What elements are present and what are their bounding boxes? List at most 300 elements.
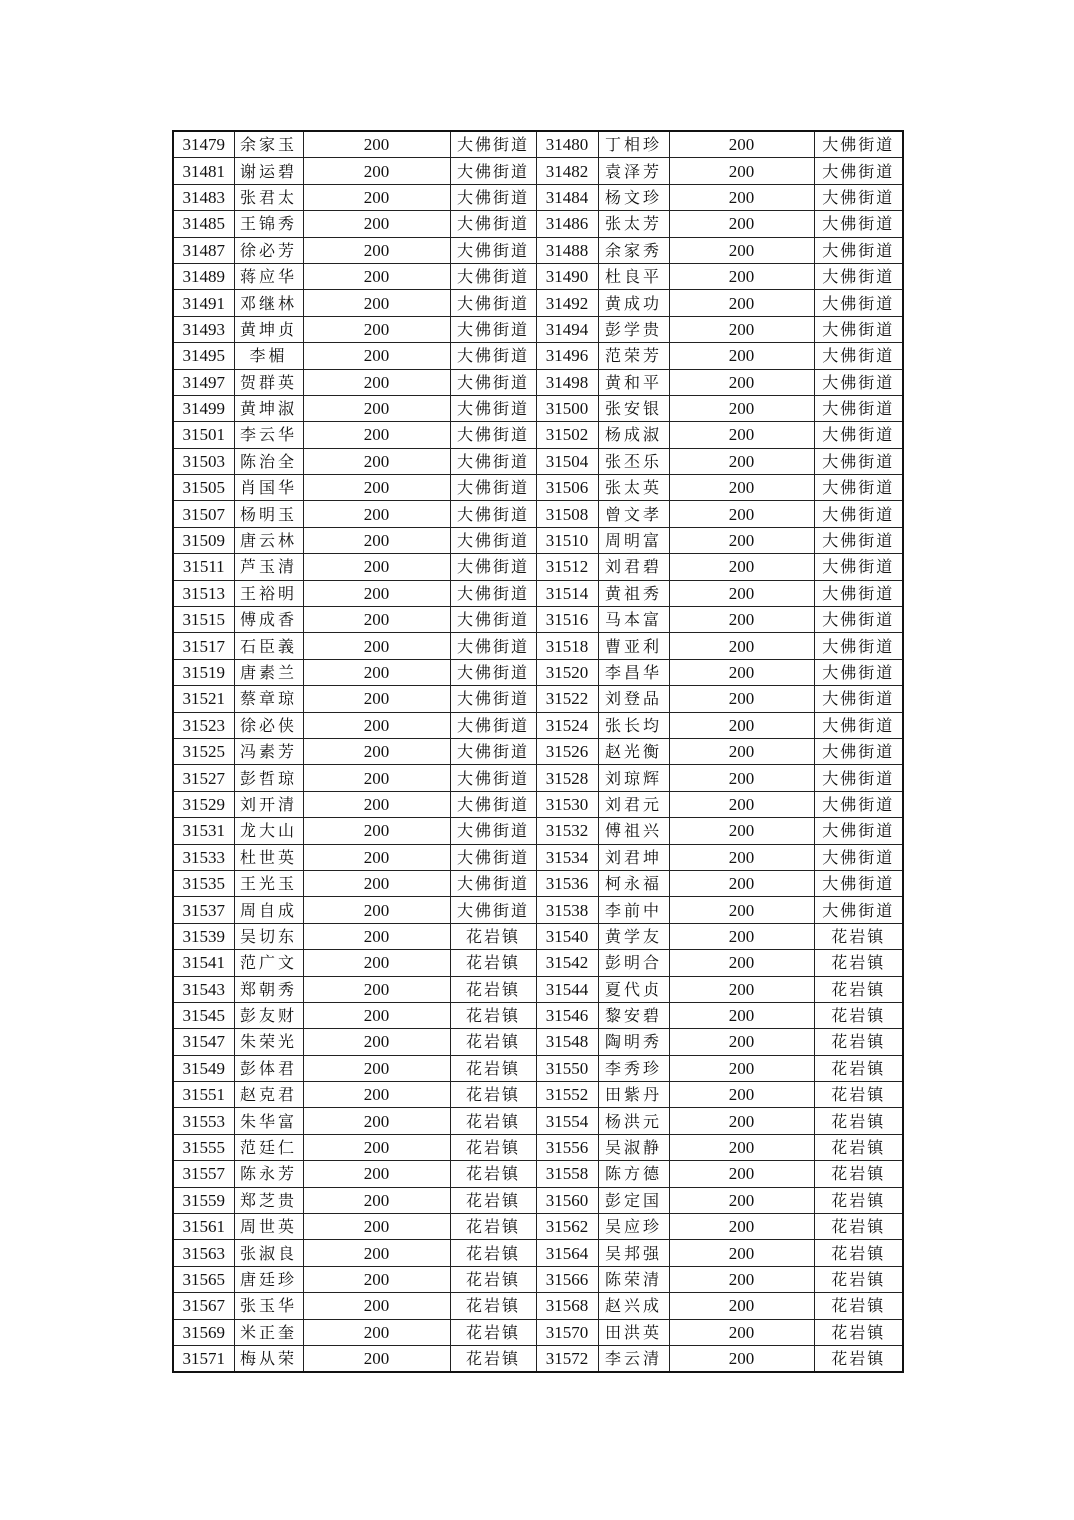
location-cell: 大佛街道: [450, 897, 536, 923]
serial-number-cell: 31515: [173, 607, 234, 633]
location-cell: 大佛街道: [814, 316, 903, 342]
amount-cell: 200: [303, 633, 450, 659]
name-cell: 张玉华: [234, 1293, 303, 1319]
serial-number-cell: 31561: [173, 1214, 234, 1240]
amount-cell: 200: [669, 686, 814, 712]
name-cell: 李昌华: [598, 659, 669, 685]
name-cell: 周自成: [234, 897, 303, 923]
name-cell: 谢运碧: [234, 158, 303, 184]
name-cell: 杨洪元: [598, 1108, 669, 1134]
amount-cell: 200: [669, 633, 814, 659]
name-cell: 陶明秀: [598, 1029, 669, 1055]
amount-cell: 200: [303, 1161, 450, 1187]
name-cell: 柯永福: [598, 870, 669, 896]
location-cell: 大佛街道: [450, 686, 536, 712]
table-row: [173, 501, 903, 527]
location-cell: 花岩镇: [450, 1240, 536, 1266]
location-cell: 大佛街道: [450, 131, 536, 158]
amount-cell: 200: [669, 501, 814, 527]
table-row: [173, 1240, 903, 1266]
table-row: [173, 1214, 903, 1240]
name-cell: 龙大山: [234, 818, 303, 844]
name-cell: 张太英: [598, 475, 669, 501]
location-cell: 大佛街道: [814, 607, 903, 633]
name-cell: 王裕明: [234, 580, 303, 606]
serial-number-cell: 31500: [536, 395, 598, 421]
amount-cell: 200: [669, 422, 814, 448]
table-row: [173, 1055, 903, 1081]
location-cell: 大佛街道: [450, 633, 536, 659]
location-cell: 大佛街道: [450, 712, 536, 738]
amount-cell: 200: [669, 1002, 814, 1028]
amount-cell: 200: [303, 607, 450, 633]
table-row: [173, 422, 903, 448]
name-cell: 刘君元: [598, 791, 669, 817]
location-cell: 大佛街道: [450, 475, 536, 501]
table-row: [173, 712, 903, 738]
amount-cell: 200: [303, 1082, 450, 1108]
serial-number-cell: 31570: [536, 1319, 598, 1345]
location-cell: 大佛街道: [814, 897, 903, 923]
amount-cell: 200: [303, 158, 450, 184]
serial-number-cell: 31511: [173, 554, 234, 580]
serial-number-cell: 31488: [536, 237, 598, 263]
serial-number-cell: 31558: [536, 1161, 598, 1187]
name-cell: 黄坤贞: [234, 316, 303, 342]
amount-cell: 200: [669, 950, 814, 976]
location-cell: 花岩镇: [450, 1108, 536, 1134]
serial-number-cell: 31546: [536, 1002, 598, 1028]
serial-number-cell: 31507: [173, 501, 234, 527]
amount-cell: 200: [669, 1055, 814, 1081]
location-cell: 花岩镇: [450, 950, 536, 976]
location-cell: 大佛街道: [450, 818, 536, 844]
serial-number-cell: 31567: [173, 1293, 234, 1319]
serial-number-cell: 31545: [173, 1002, 234, 1028]
amount-cell: 200: [303, 818, 450, 844]
table-row: [173, 870, 903, 896]
location-cell: 大佛街道: [814, 844, 903, 870]
amount-cell: 200: [669, 184, 814, 210]
name-cell: 黄成功: [598, 290, 669, 316]
location-cell: 大佛街道: [450, 158, 536, 184]
table-row: [173, 1319, 903, 1345]
name-cell: 曾文孝: [598, 501, 669, 527]
name-cell: 肖国华: [234, 475, 303, 501]
name-cell: 马本富: [598, 607, 669, 633]
location-cell: 大佛街道: [814, 290, 903, 316]
location-cell: 大佛街道: [814, 765, 903, 791]
location-cell: 大佛街道: [450, 607, 536, 633]
amount-cell: 200: [303, 844, 450, 870]
serial-number-cell: 31484: [536, 184, 598, 210]
name-cell: 傅祖兴: [598, 818, 669, 844]
amount-cell: 200: [669, 1319, 814, 1345]
serial-number-cell: 31543: [173, 976, 234, 1002]
amount-cell: 200: [669, 712, 814, 738]
location-cell: 大佛街道: [814, 580, 903, 606]
name-cell: 杨文珍: [598, 184, 669, 210]
table-row: [173, 1082, 903, 1108]
amount-cell: 200: [669, 448, 814, 474]
serial-number-cell: 31521: [173, 686, 234, 712]
amount-cell: 200: [669, 844, 814, 870]
location-cell: 大佛街道: [814, 184, 903, 210]
serial-number-cell: 31540: [536, 923, 598, 949]
location-cell: 大佛街道: [450, 870, 536, 896]
location-cell: 花岩镇: [450, 923, 536, 949]
location-cell: 大佛街道: [814, 501, 903, 527]
amount-cell: 200: [669, 818, 814, 844]
serial-number-cell: 31547: [173, 1029, 234, 1055]
serial-number-cell: 31513: [173, 580, 234, 606]
name-cell: 彭学贵: [598, 316, 669, 342]
name-cell: 余家秀: [598, 237, 669, 263]
amount-cell: 200: [669, 1214, 814, 1240]
name-cell: 徐必侠: [234, 712, 303, 738]
name-cell: 赵克君: [234, 1082, 303, 1108]
name-cell: 范广文: [234, 950, 303, 976]
amount-cell: 200: [669, 290, 814, 316]
location-cell: 大佛街道: [450, 395, 536, 421]
serial-number-cell: 31556: [536, 1134, 598, 1160]
amount-cell: 200: [669, 580, 814, 606]
amount-cell: 200: [303, 1345, 450, 1372]
serial-number-cell: 31552: [536, 1082, 598, 1108]
location-cell: 花岩镇: [450, 1266, 536, 1292]
amount-cell: 200: [303, 527, 450, 553]
name-cell: 蔡章琼: [234, 686, 303, 712]
amount-cell: 200: [303, 950, 450, 976]
location-cell: 花岩镇: [814, 1108, 903, 1134]
table-row: [173, 1293, 903, 1319]
name-cell: 余家玉: [234, 131, 303, 158]
name-cell: 彭哲琼: [234, 765, 303, 791]
table-row: [173, 448, 903, 474]
serial-number-cell: 31504: [536, 448, 598, 474]
name-cell: 张淑良: [234, 1240, 303, 1266]
amount-cell: 200: [303, 1214, 450, 1240]
serial-number-cell: 31530: [536, 791, 598, 817]
location-cell: 花岩镇: [450, 976, 536, 1002]
amount-cell: 200: [303, 923, 450, 949]
location-cell: 花岩镇: [450, 1029, 536, 1055]
location-cell: 大佛街道: [450, 554, 536, 580]
serial-number-cell: 31565: [173, 1266, 234, 1292]
amount-cell: 200: [303, 131, 450, 158]
amount-cell: 200: [303, 1187, 450, 1213]
table-row: [173, 633, 903, 659]
amount-cell: 200: [669, 1240, 814, 1266]
location-cell: 大佛街道: [450, 580, 536, 606]
serial-number-cell: 31551: [173, 1082, 234, 1108]
location-cell: 花岩镇: [814, 1214, 903, 1240]
serial-number-cell: 31566: [536, 1266, 598, 1292]
amount-cell: 200: [303, 184, 450, 210]
serial-number-cell: 31542: [536, 950, 598, 976]
amount-cell: 200: [303, 369, 450, 395]
serial-number-cell: 31527: [173, 765, 234, 791]
amount-cell: 200: [669, 1082, 814, 1108]
location-cell: 大佛街道: [814, 237, 903, 263]
amount-cell: 200: [303, 686, 450, 712]
serial-number-cell: 31491: [173, 290, 234, 316]
location-cell: 花岩镇: [450, 1134, 536, 1160]
name-cell: 张君太: [234, 184, 303, 210]
location-cell: 花岩镇: [814, 1293, 903, 1319]
location-cell: 大佛街道: [814, 527, 903, 553]
name-cell: 芦玉清: [234, 554, 303, 580]
serial-number-cell: 31496: [536, 343, 598, 369]
serial-number-cell: 31518: [536, 633, 598, 659]
name-cell: 吴切东: [234, 923, 303, 949]
amount-cell: 200: [669, 1108, 814, 1134]
serial-number-cell: 31529: [173, 791, 234, 817]
amount-cell: 200: [303, 290, 450, 316]
amount-cell: 200: [303, 211, 450, 237]
serial-number-cell: 31548: [536, 1029, 598, 1055]
location-cell: 大佛街道: [814, 791, 903, 817]
name-cell: 王光玉: [234, 870, 303, 896]
serial-number-cell: 31495: [173, 343, 234, 369]
name-cell: 范荣芳: [598, 343, 669, 369]
name-cell: 彭明合: [598, 950, 669, 976]
serial-number-cell: 31557: [173, 1161, 234, 1187]
amount-cell: 200: [669, 1161, 814, 1187]
location-cell: 大佛街道: [814, 686, 903, 712]
location-cell: 大佛街道: [814, 818, 903, 844]
name-cell: 刘开清: [234, 791, 303, 817]
amount-cell: 200: [303, 1240, 450, 1266]
name-cell: 赵兴成: [598, 1293, 669, 1319]
name-cell: 李秀珍: [598, 1055, 669, 1081]
name-cell: 曹亚利: [598, 633, 669, 659]
name-cell: 杨成淑: [598, 422, 669, 448]
location-cell: 大佛街道: [814, 369, 903, 395]
name-cell: 刘君坤: [598, 844, 669, 870]
location-cell: 大佛街道: [450, 369, 536, 395]
name-cell: 范廷仁: [234, 1134, 303, 1160]
serial-number-cell: 31524: [536, 712, 598, 738]
location-cell: 大佛街道: [450, 237, 536, 263]
amount-cell: 200: [303, 870, 450, 896]
location-cell: 花岩镇: [450, 1293, 536, 1319]
amount-cell: 200: [303, 1293, 450, 1319]
subsidy-roster-table: [172, 130, 904, 1373]
amount-cell: 200: [669, 554, 814, 580]
name-cell: 傅成香: [234, 607, 303, 633]
amount-cell: 200: [669, 369, 814, 395]
name-cell: 朱荣光: [234, 1029, 303, 1055]
location-cell: 大佛街道: [450, 501, 536, 527]
name-cell: 张丕乐: [598, 448, 669, 474]
table-row: [173, 211, 903, 237]
table-row: [173, 1002, 903, 1028]
table-row: [173, 580, 903, 606]
serial-number-cell: 31510: [536, 527, 598, 553]
table-row: [173, 1108, 903, 1134]
serial-number-cell: 31568: [536, 1293, 598, 1319]
amount-cell: 200: [669, 765, 814, 791]
serial-number-cell: 31492: [536, 290, 598, 316]
name-cell: 郑朝秀: [234, 976, 303, 1002]
name-cell: 彭友财: [234, 1002, 303, 1028]
amount-cell: 200: [303, 976, 450, 1002]
amount-cell: 200: [303, 422, 450, 448]
name-cell: 石臣義: [234, 633, 303, 659]
name-cell: 张长均: [598, 712, 669, 738]
location-cell: 花岩镇: [450, 1082, 536, 1108]
name-cell: 刘登品: [598, 686, 669, 712]
table-row: [173, 818, 903, 844]
serial-number-cell: 31494: [536, 316, 598, 342]
serial-number-cell: 31554: [536, 1108, 598, 1134]
table-row: [173, 1029, 903, 1055]
serial-number-cell: 31481: [173, 158, 234, 184]
table-row: [173, 316, 903, 342]
location-cell: 大佛街道: [814, 712, 903, 738]
name-cell: 刘琼辉: [598, 765, 669, 791]
location-cell: 花岩镇: [450, 1214, 536, 1240]
name-cell: 米正奎: [234, 1319, 303, 1345]
serial-number-cell: 31512: [536, 554, 598, 580]
serial-number-cell: 31536: [536, 870, 598, 896]
amount-cell: 200: [303, 448, 450, 474]
location-cell: 大佛街道: [450, 343, 536, 369]
name-cell: 彭体君: [234, 1055, 303, 1081]
amount-cell: 200: [303, 791, 450, 817]
amount-cell: 200: [303, 712, 450, 738]
table-row: [173, 554, 903, 580]
location-cell: 花岩镇: [814, 1082, 903, 1108]
location-cell: 花岩镇: [814, 1240, 903, 1266]
location-cell: 大佛街道: [814, 870, 903, 896]
serial-number-cell: 31505: [173, 475, 234, 501]
table-row: [173, 791, 903, 817]
serial-number-cell: 31502: [536, 422, 598, 448]
name-cell: 黄坤淑: [234, 395, 303, 421]
amount-cell: 200: [669, 1293, 814, 1319]
serial-number-cell: 31544: [536, 976, 598, 1002]
name-cell: 陈方德: [598, 1161, 669, 1187]
serial-number-cell: 31532: [536, 818, 598, 844]
name-cell: 冯素芳: [234, 738, 303, 764]
table-row: [173, 263, 903, 289]
serial-number-cell: 31509: [173, 527, 234, 553]
name-cell: 吴应珍: [598, 1214, 669, 1240]
location-cell: 花岩镇: [814, 1161, 903, 1187]
amount-cell: 200: [669, 263, 814, 289]
name-cell: 张安银: [598, 395, 669, 421]
amount-cell: 200: [669, 131, 814, 158]
name-cell: 梅从荣: [234, 1345, 303, 1372]
name-cell: 田紫丹: [598, 1082, 669, 1108]
location-cell: 花岩镇: [814, 1187, 903, 1213]
location-cell: 花岩镇: [814, 1055, 903, 1081]
amount-cell: 200: [669, 1134, 814, 1160]
name-cell: 夏代贞: [598, 976, 669, 1002]
location-cell: 大佛街道: [450, 765, 536, 791]
location-cell: 大佛街道: [450, 659, 536, 685]
serial-number-cell: 31503: [173, 448, 234, 474]
serial-number-cell: 31522: [536, 686, 598, 712]
name-cell: 杜世英: [234, 844, 303, 870]
name-cell: 唐廷珍: [234, 1266, 303, 1292]
serial-number-cell: 31519: [173, 659, 234, 685]
location-cell: 花岩镇: [814, 1266, 903, 1292]
amount-cell: 200: [303, 1002, 450, 1028]
table-row: [173, 158, 903, 184]
table-row: [173, 897, 903, 923]
location-cell: 大佛街道: [814, 343, 903, 369]
amount-cell: 200: [669, 607, 814, 633]
location-cell: 大佛街道: [450, 211, 536, 237]
serial-number-cell: 31514: [536, 580, 598, 606]
serial-number-cell: 31538: [536, 897, 598, 923]
name-cell: 李云华: [234, 422, 303, 448]
table-row: [173, 1187, 903, 1213]
name-cell: 杨明玉: [234, 501, 303, 527]
table-row: [173, 1161, 903, 1187]
name-cell: 田洪英: [598, 1319, 669, 1345]
amount-cell: 200: [303, 1266, 450, 1292]
amount-cell: 200: [669, 1266, 814, 1292]
serial-number-cell: 31563: [173, 1240, 234, 1266]
amount-cell: 200: [303, 580, 450, 606]
serial-number-cell: 31485: [173, 211, 234, 237]
location-cell: 大佛街道: [450, 422, 536, 448]
serial-number-cell: 31572: [536, 1345, 598, 1372]
name-cell: 黄和平: [598, 369, 669, 395]
serial-number-cell: 31493: [173, 316, 234, 342]
name-cell: 王锦秀: [234, 211, 303, 237]
name-cell: 李楣: [234, 343, 303, 369]
location-cell: 花岩镇: [814, 1029, 903, 1055]
table-row: [173, 976, 903, 1002]
name-cell: 郑芝贵: [234, 1187, 303, 1213]
serial-number-cell: 31508: [536, 501, 598, 527]
amount-cell: 200: [669, 395, 814, 421]
amount-cell: 200: [303, 765, 450, 791]
name-cell: 黎安碧: [598, 1002, 669, 1028]
amount-cell: 200: [303, 237, 450, 263]
location-cell: 花岩镇: [450, 1187, 536, 1213]
location-cell: 大佛街道: [450, 738, 536, 764]
table-row: [173, 607, 903, 633]
serial-number-cell: 31516: [536, 607, 598, 633]
location-cell: 大佛街道: [814, 422, 903, 448]
serial-number-cell: 31489: [173, 263, 234, 289]
serial-number-cell: 31531: [173, 818, 234, 844]
table-row: [173, 923, 903, 949]
serial-number-cell: 31562: [536, 1214, 598, 1240]
location-cell: 大佛街道: [450, 263, 536, 289]
location-cell: 大佛街道: [814, 633, 903, 659]
location-cell: 花岩镇: [814, 1002, 903, 1028]
name-cell: 周世英: [234, 1214, 303, 1240]
serial-number-cell: 31483: [173, 184, 234, 210]
location-cell: 大佛街道: [814, 131, 903, 158]
serial-number-cell: 31487: [173, 237, 234, 263]
serial-number-cell: 31553: [173, 1108, 234, 1134]
name-cell: 陈荣清: [598, 1266, 669, 1292]
name-cell: 吴淑静: [598, 1134, 669, 1160]
amount-cell: 200: [303, 1055, 450, 1081]
name-cell: 唐素兰: [234, 659, 303, 685]
amount-cell: 200: [669, 211, 814, 237]
serial-number-cell: 31541: [173, 950, 234, 976]
amount-cell: 200: [669, 343, 814, 369]
